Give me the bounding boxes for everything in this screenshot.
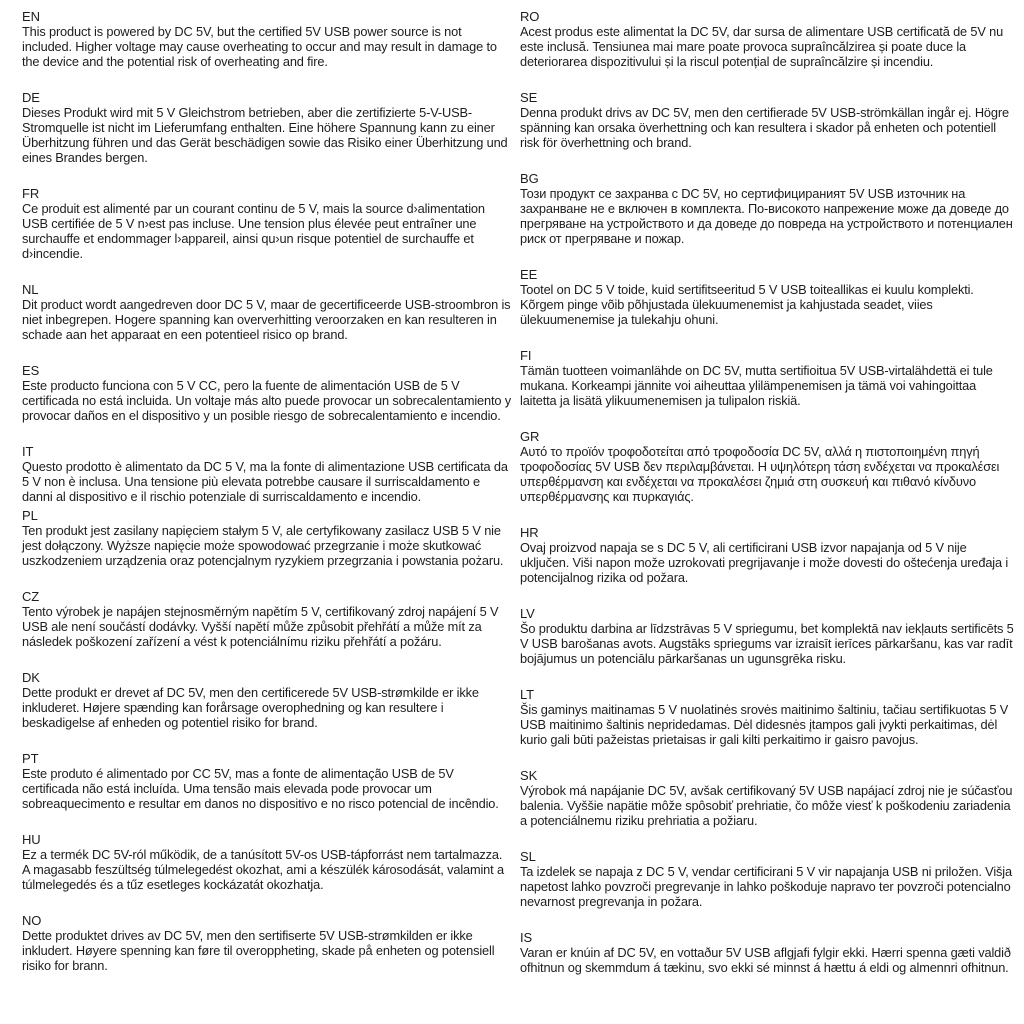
section-cz	[22, 589, 512, 649]
language-code-cz: CZ	[22, 589, 40, 604]
warning-text-gr: Αυτό το προϊόν τροφοδοτείται από τροφοδοσία DC 5V, αλλά η πιστοποιημένη πηγή τροφοδοσίας 5V USB δεν περιλαμβάνεται. Η υψηλότερη τάση ενδέχεται να προκαλέσει υπερθέρμανση και ενδέχεται να προκαλέσει ζημιά στη συσκευή και πιθανό κίνδυνο υπερθέρμανσης και πυρκαγιάς.	[520, 444, 1000, 504]
section-es	[22, 363, 512, 423]
section-no	[22, 913, 512, 973]
language-code-dk: DK	[22, 670, 40, 685]
section-it	[22, 444, 512, 504]
language-code-es: ES	[22, 363, 40, 378]
language-code-gr: GR	[520, 429, 540, 444]
section-en	[22, 9, 512, 69]
warning-text-it: Questo prodotto è alimentato da DC 5 V, ma la fonte di alimentazione USB certificata da 5 V non è inclusa. Una tensione più elevata potrebbe causare il surriscaldamento e danni al dispositivo e il rischio potenziale di surriscaldamento e incendio.	[22, 459, 508, 504]
section-lv	[520, 606, 1014, 666]
section-bg	[520, 171, 1014, 246]
section-hr	[520, 525, 1014, 585]
warning-text-ee: Tootel on DC 5 V toide, kuid sertifitseeritud 5 V USB toiteallikas ei kuulu komplekti. Kõrgem pinge võib põhjustada ülekuumenemist ja kahjustada seadet, viies ülekuumenemise ja tulekahju ohuni.	[520, 282, 974, 327]
language-code-sl: SL	[520, 849, 536, 864]
warning-text-se: Denna produkt drivs av DC 5V, men den certifierade 5V USB-strömkällan ingår ej. Högre spänning kan orsaka överhettning och kan resultera i skador på enheten och potentiell risk för överhettning och brand.	[520, 105, 1009, 150]
language-code-it: IT	[22, 444, 34, 459]
warning-text-sk: Výrobok má napájanie DC 5V, avšak certifikovaný 5V USB napájací zdroj nie je súčasťou balenia. Vyššie napätie môže spôsobiť prehriatie, čo môže viesť k poškodeniu zariadenia a potenciálnemu riziku prehriatia a požiaru.	[520, 783, 1013, 828]
language-code-fi: FI	[520, 348, 532, 363]
warning-text-fr: Ce produit est alimenté par un courant continu de 5 V, mais la source d›alimentation USB certifiée de 5 V n›est pas incluse. Une tension plus élevée peut entraîner une surchauffe et endommager l›appareil, ainsi qu›un risque potentiel de surchauffe et d›incendie.	[22, 201, 485, 261]
section-dk	[22, 670, 512, 730]
language-code-no: NO	[22, 913, 42, 928]
section-sk	[520, 768, 1014, 828]
language-code-fr: FR	[22, 186, 40, 201]
section-gr	[520, 429, 1014, 504]
warning-text-is: Varan er knúin af DC 5V, en vottaður 5V USB aflgjafi fylgir ekki. Hærri spenna gæti valdið ofhitnun og skemmdum á tækinu, svo ekki sé minnst á hættu á eldi og almennri ofhitnun.	[520, 945, 1011, 975]
section-sl	[520, 849, 1014, 909]
section-is	[520, 930, 1014, 975]
language-code-sk: SK	[520, 768, 538, 783]
warning-text-no: Dette produktet drives av DC 5V, men den sertifiserte 5V USB-strømkilden er ikke inkludert. Høyere spenning kan føre til overoppheting, skade på enheten og potensiell risiko for brann.	[22, 928, 495, 973]
warning-text-cz: Tento výrobek je napájen stejnosměrným napětím 5 V, certifikovaný zdroj napájení 5 V USB ale není součástí dodávky. Vyšší napětí může způsobit přehřátí a může mít za následek poškození zařízení a vést k potenciálnímu riziku přehřátí a požáru.	[22, 604, 499, 649]
language-code-nl: NL	[22, 282, 39, 297]
warning-text-ro: Acest produs este alimentat la DC 5V, dar sursa de alimentare USB certificată de 5V nu este inclusă. Tensiunea mai mare poate provoca supraîncălzirea și poate duce la deteriorarea dispozitivului și la riscul potențial de supraîncălzire și incendiu.	[520, 24, 1004, 69]
warning-text-en: This product is powered by DC 5V, but the certified 5V USB power source is not included. Higher voltage may cause overheating to occur and may result in damage to the device and the potential risk of overheating and fire.	[22, 24, 497, 69]
warning-text-hu: Ez a termék DC 5V-ról működik, de a tanúsított 5V-os USB-tápforrást nem tartalmazza. A magasabb feszültség túlmelegedést okozhat, ami a készülék károsodását, valamint a túlmelegedés és a tűz esetleges kockázatát okozhatja.	[22, 847, 504, 892]
language-code-bg: BG	[520, 171, 539, 186]
language-code-se: SE	[520, 90, 538, 105]
language-code-hr: HR	[520, 525, 539, 540]
section-pt	[22, 751, 512, 811]
section-de	[22, 90, 512, 165]
section-hu	[22, 832, 512, 892]
section-ro	[520, 9, 1014, 69]
section-fr	[22, 186, 512, 261]
language-code-pt: PT	[22, 751, 39, 766]
right-column	[520, 9, 1014, 996]
warning-text-nl: Dit product wordt aangedreven door DC 5 V, maar de gecertificeerde USB-stroombron is niet inbegrepen. Hogere spanning kan oververhitting veroorzaken en kan resulteren in schade aan het apparaat en een potentieel risico op brand.	[22, 297, 511, 342]
warning-text-fi: Tämän tuotteen voimanlähde on DC 5V, mutta sertifioitua 5V USB-virtalähdettä ei tule mukana. Korkeampi jännite voi aiheuttaa ylilämpenemisen ja tämä voi vahingoittaa laitetta ja lisätä ylikuumenemisen ja tulipalon riskiä.	[520, 363, 993, 408]
section-nl	[22, 282, 512, 342]
warning-text-de: Dieses Produkt wird mit 5 V Gleichstrom betrieben, aber die zertifizierte 5-V-USB-Stromquelle ist nicht im Lieferumfang enthalten. Eine höhere Spannung kann zu einer Überhitzung führen und das Gerät beschädigen sowie das Risiko einer Überhitzung und eines Brandes bergen.	[22, 105, 508, 165]
section-ee	[520, 267, 1014, 327]
language-code-ee: EE	[520, 267, 538, 282]
language-code-de: DE	[22, 90, 40, 105]
warning-text-pl: Ten produkt jest zasilany napięciem stałym 5 V, ale certyfikowany zasilacz USB 5 V nie jest dołączony. Wyższe napięcie może spowodować przegrzanie i może skutkować uszkodzeniem urządzenia oraz potencjalnym ryzykiem przegrzania i powstania pożaru.	[22, 523, 504, 568]
warning-text-lt: Šis gaminys maitinamas 5 V nuolatinės srovės maitinimo šaltiniu, tačiau sertifikuotas 5 V USB maitinimo šaltinis nepridedamas. Dėl didesnės įtampos gali įvykti perkaitimas, dėl kurio gali būti pažeistas prietaisas ir gali kilti perkaitimo ir gaisro pavojus.	[520, 702, 1009, 747]
left-column	[22, 9, 512, 996]
section-fi	[520, 348, 1014, 408]
language-code-lv: LV	[520, 606, 535, 621]
warning-text-es: Este producto funciona con 5 V CC, pero la fuente de alimentación USB de 5 V certificada no está incluida. Un voltaje más alto puede provocar un sobrecalentamiento y provocar daños en el dispositivo y un posible riesgo de sobrecalentamiento e incendio.	[22, 378, 512, 423]
language-code-pl: PL	[22, 508, 38, 523]
section-lt	[520, 687, 1014, 747]
warning-text-dk: Dette produkt er drevet af DC 5V, men den certificerede 5V USB-strømkilde er ikke inkluderet. Højere spænding kan forårsage overophedning og kan resultere i beskadigelse af enheden og potentiel risiko for brand.	[22, 685, 479, 730]
warning-text-hr: Ovaj proizvod napaja se s DC 5 V, ali certificirani USB izvor napajanja od 5 V nije uključen. Viši napon može uzrokovati pregrijavanje i može dovesti do oštećenja uređaja i potencijalnog rizika od požara.	[520, 540, 1009, 585]
warning-text-lv: Šo produktu darbina ar līdzstrāvas 5 V spriegumu, bet komplektā nav iekļauts sertificēts 5 V USB barošanas avots. Augstāks spriegums var izraisīt ierīces pārkaršanu, kas var radīt bojājumus un potenciālu pārkaršanas un ugunsgrēka risku.	[520, 621, 1014, 666]
warning-text-sl: Ta izdelek se napaja z DC 5 V, vendar certificirani 5 V vir napajanja USB ni priložen. Višja napetost lahko povzroči pregrevanje in lahko poškoduje napravo ter povzroči potencialno nevarnost pregrevanja in požara.	[520, 864, 1012, 909]
language-code-lt: LT	[520, 687, 535, 702]
section-pl	[22, 508, 512, 568]
warning-text-bg: Този продукт се захранва с DC 5V, но сертифицираният 5V USB източник на захранване не е включен в комплекта. По-високото напрежение може да доведе до прегряване на устройството и да доведе до повреда на устройството и потенциален риск от прегряване и пожар.	[520, 186, 1013, 246]
language-code-is: IS	[520, 930, 533, 945]
section-se	[520, 90, 1014, 150]
language-code-en: EN	[22, 9, 40, 24]
language-code-ro: RO	[520, 9, 540, 24]
language-code-hu: HU	[22, 832, 41, 847]
warning-text-pt: Este produto é alimentado por CC 5V, mas a fonte de alimentação USB de 5V certificada não está incluída. Uma tensão mais elevada pode provocar um sobreaquecimento e resultar em danos no dispositivo e no risco potencial de incêndio.	[22, 766, 499, 811]
